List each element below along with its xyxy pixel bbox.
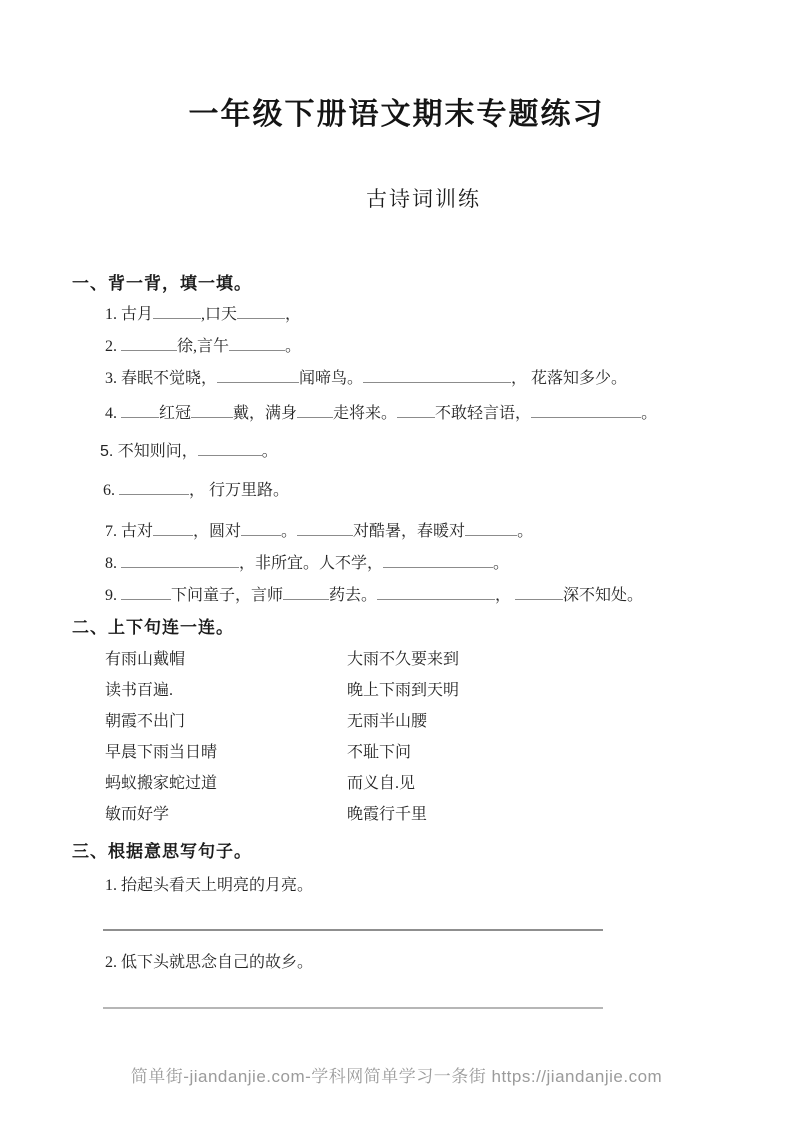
fill-blank (465, 520, 517, 536)
fill-text: 对酷暑，春暖对 (353, 523, 466, 540)
fill-text: ，非所宜。人不学， (239, 555, 384, 572)
fill-item-9 (105, 584, 793, 607)
watermark-footer: 简单街-jiandanjie.com-学科网简单学习一条街 https://jiandanjie.com (130, 1067, 663, 1086)
match-left-phrase: 早晨下雨当日晴 (105, 744, 218, 761)
fill-text: 。 (261, 443, 278, 460)
write-items (0, 875, 793, 1009)
section-write-heading: 三、根据意思写句子。 (72, 842, 252, 861)
fill-text: 下问童子，言师 (171, 587, 284, 604)
fill-blank (153, 303, 201, 319)
fill-text: ， 行万里路。 (189, 482, 290, 499)
fill-blank (121, 335, 177, 351)
section-recite-heading: 一、背一背，填一填。 (72, 274, 252, 293)
fill-blank (237, 303, 285, 319)
page-title: 一年级下册语文期末专题练习 (188, 98, 605, 131)
match-right-phrase: 晚霞行千里 (347, 806, 428, 823)
fill-blank (153, 520, 193, 536)
fill-blank (119, 479, 189, 495)
fill-text: 。 (281, 523, 298, 540)
match-right-phrase: 而义自.见 (347, 775, 416, 792)
fill-blank (397, 402, 435, 418)
fill-blank (283, 584, 329, 600)
fill-text: 戴，满身 (233, 405, 298, 422)
fill-text: 。 (285, 338, 302, 355)
fill-text: 8. (105, 555, 121, 572)
page-subtitle: 古诗词训练 (366, 188, 481, 211)
fill-text: ,口天 (201, 306, 238, 323)
fill-item-8 (105, 552, 793, 575)
fill-text: 徐,言午 (177, 338, 230, 355)
match-left-phrase: 读书百遍. (105, 682, 174, 699)
match-right-phrase: 不耻下问 (347, 744, 412, 761)
fill-text: ， (495, 587, 516, 604)
fill-text: 4. (105, 405, 121, 422)
match-right-phrase: 大雨不久要来到 (347, 651, 460, 668)
fill-blank (297, 520, 353, 536)
fill-text: 不敢轻言语， (435, 405, 532, 422)
match-row-3 (105, 711, 793, 733)
match-left-phrase: 有雨山戴帽 (105, 651, 186, 668)
fill-blank (217, 367, 299, 383)
fill-item-7 (105, 520, 793, 543)
fill-text: 3. 春眠不觉晓， (105, 370, 218, 387)
fill-text: 闻啼鸟。 (299, 370, 364, 387)
fill-text: ， (285, 306, 302, 323)
section-match-heading: 二、上下句连一连。 (72, 618, 234, 637)
fill-item-3 (105, 367, 793, 390)
fill-blank (241, 520, 281, 536)
match-left-phrase: 蚂蚁搬家蛇过道 (105, 775, 218, 792)
answer-line-1 (103, 929, 603, 931)
match-row-1 (105, 649, 793, 671)
write-prompt-1: 1. 抬起头看天上明亮的月亮。 (105, 877, 314, 894)
match-rows (0, 649, 793, 826)
fill-text: 1. 古月 (105, 306, 154, 323)
answer-line-2 (103, 1007, 603, 1009)
match-left-phrase: 敏而好学 (105, 806, 170, 823)
fill-blank (297, 402, 333, 418)
fill-blank (363, 367, 511, 383)
fill-blank (515, 584, 563, 600)
match-left-phrase: 朝霞不出门 (105, 713, 186, 730)
fill-item-5 (100, 440, 793, 463)
fill-text: 7. 古对 (105, 523, 154, 540)
match-row-5 (105, 773, 793, 795)
fill-text: ，圆对 (193, 523, 242, 540)
fill-text: 6. (103, 482, 119, 499)
match-right-phrase: 晚上下雨到天明 (347, 682, 460, 699)
fill-item-1 (105, 303, 793, 326)
fill-blank (531, 402, 641, 418)
fill-blank (121, 552, 239, 568)
fill-text: 5. 不知则问， (100, 443, 198, 460)
fill-text: ， 花落知多少。 (511, 370, 628, 387)
fill-text: 。 (517, 523, 534, 540)
fill-text: 9. (105, 587, 121, 604)
fill-item-6 (103, 479, 793, 502)
fill-item-4 (105, 402, 793, 425)
recite-items (0, 303, 793, 607)
write-prompt-2: 2. 低下头就思念自己的故乡。 (105, 954, 314, 971)
fill-text: 红冠 (159, 405, 192, 422)
fill-blank (377, 584, 495, 600)
match-row-6 (105, 804, 793, 826)
fill-text: 2. (105, 338, 121, 355)
match-right-phrase: 无雨半山腰 (347, 713, 428, 730)
match-row-4 (105, 742, 793, 764)
match-row-2 (105, 680, 793, 702)
fill-item-2 (105, 335, 793, 358)
fill-blank (229, 335, 285, 351)
fill-text: 。 (641, 405, 658, 422)
fill-text: 。 (493, 555, 510, 572)
fill-blank (198, 440, 262, 456)
fill-text: 药去。 (329, 587, 378, 604)
fill-text: 深不知处。 (563, 587, 644, 604)
fill-text: 走将来。 (333, 405, 398, 422)
fill-blank (383, 552, 493, 568)
fill-blank (191, 402, 233, 418)
fill-blank (121, 402, 159, 418)
fill-blank (121, 584, 171, 600)
